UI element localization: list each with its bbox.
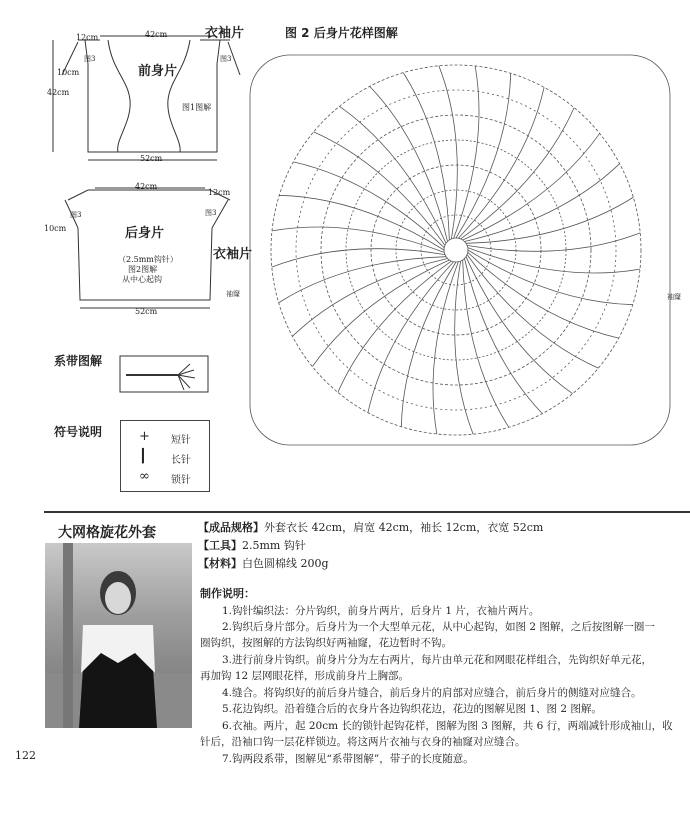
pattern-spoke: [454, 66, 479, 238]
pattern-spoke: [466, 197, 633, 243]
pattern-left-label: 袖窿: [226, 290, 240, 298]
pattern-spoke: [439, 66, 457, 239]
pattern-spoke: [368, 262, 454, 413]
pattern-spoke: [461, 108, 575, 239]
pattern-spoke: [467, 233, 640, 251]
method-line: 针后，沿袖口钩一层花样锁边。将这两片衣袖与衣身的袖窿对应缝合。: [200, 736, 526, 748]
pattern-spoke: [272, 227, 444, 252]
method-line: 圈钩织，按图解的方法钩织好两袖窿，花边暂时不钩。: [200, 637, 452, 649]
back-sleeve-fig-right: 图3: [205, 209, 217, 217]
pattern-spoke: [292, 258, 447, 336]
tool-line: [198, 539, 306, 553]
pattern-spoke: [468, 250, 633, 305]
pattern-spoke: [455, 261, 473, 434]
pattern-spoke: [456, 73, 511, 238]
method-line: 7.钩两段系带，图解见“系带图解”，带子的长度随意。: [222, 753, 474, 765]
symbol-row-single-crochet: [121, 427, 209, 447]
pattern-spoke: [279, 257, 446, 303]
tool-label: 【工具】: [198, 539, 242, 552]
tie-title: 系带图解: [54, 354, 103, 368]
front-bottom-dim: 52cm: [140, 154, 163, 163]
method-line: 4.缝合。将钩织好的前后身片缝合，前后身片的肩部对应缝合，前后身片的侧缝对应缝合。: [222, 687, 642, 699]
front-sleeve-fig-right: 图3: [220, 55, 232, 63]
pattern-spoke: [370, 86, 448, 241]
pattern-spoke: [279, 195, 444, 250]
front-side-dim: 42cm: [47, 88, 70, 97]
back-sleeve-fig-left: 图3: [70, 211, 82, 219]
pattern-spoke: [464, 258, 542, 413]
symbol-row-double-crochet: [121, 447, 209, 467]
material-value: 白色圆棉线 200g: [242, 557, 329, 570]
back-bottom-dim: 52cm: [135, 307, 158, 316]
section-divider: [44, 511, 690, 513]
spec-line: [198, 521, 543, 535]
front-piece-outline: [78, 40, 230, 152]
model-photo-illustration: [45, 543, 192, 728]
pattern-spoke: [467, 255, 598, 369]
symbol-label: 锁针: [171, 475, 191, 486]
front-shoulder-dim: 12cm: [76, 33, 99, 42]
back-shoulder-dim: 12cm: [208, 188, 231, 197]
pattern-spoke: [338, 261, 452, 392]
front-armhole-dim: 10cm: [57, 68, 80, 77]
symbols-title: 符号说明: [54, 425, 103, 439]
material-label: 【材料】: [198, 557, 242, 570]
front-top-dim: 42cm: [145, 30, 168, 39]
method-line: 2.钩织后身片部分。后身片为一个大型单元花，从中心起钩，如图 2 图解，之后按图解一圈一: [222, 621, 655, 633]
tie-bow: [178, 364, 195, 390]
back-armhole-dim: 10cm: [44, 224, 67, 233]
symbol-label: 长针: [171, 455, 191, 466]
back-note-1: （2.5mm钩针）: [118, 255, 178, 264]
page-number: 122: [15, 749, 36, 762]
tool-value: 2.5mm 钩针: [242, 539, 306, 552]
back-top-dim: 42cm: [135, 182, 158, 191]
symbol-label: 短针: [171, 435, 191, 446]
method-line: 再加钩 12 层网眼花样，形成前身片上胸部。: [200, 670, 410, 682]
pattern-spoke: [293, 162, 444, 248]
pattern-spoke: [314, 132, 445, 246]
back-sleeve-title: 衣袖片: [213, 247, 253, 262]
method-line: 1.钩针编织法：分片钩织，前身片两片，后身片 1 片，衣袖片两片。: [222, 605, 540, 617]
pattern-right-label: 袖窿: [667, 293, 681, 301]
method-line: 5.花边钩织。沿着缝合后的衣身片各边钩织花边，花边的图解见图 1、图 2 图解。: [222, 703, 602, 715]
double-crochet-icon: ┃: [139, 449, 147, 464]
spec-label: 【成品规格】: [198, 521, 264, 534]
method-line: 6.衣袖。两片，起 20cm 长的锁针起钩花样，图解为图 3 图解，共 6 行，两端减针形成袖山，收: [222, 720, 673, 732]
pattern-spoke: [463, 260, 509, 427]
chain-stitch-icon: ∞: [139, 469, 150, 484]
pattern-spoke: [468, 252, 619, 338]
front-note: 图1图解: [182, 103, 212, 112]
crochet-pattern-diagram: [230, 45, 682, 455]
single-crochet-icon: +: [139, 429, 150, 444]
back-note-2: 图2图解: [128, 265, 158, 274]
symbols-legend: [120, 420, 210, 492]
symbol-row-chain: [121, 467, 209, 487]
pattern-spoke: [468, 248, 640, 273]
method-title: 制作说明：: [200, 587, 255, 600]
pattern-spoke: [272, 249, 445, 267]
model-photo: [45, 543, 192, 728]
pattern-spoke: [464, 164, 619, 242]
pattern-spoke: [458, 87, 544, 238]
pattern-spoke: [403, 73, 449, 240]
spec-value: 外套衣长 42cm，肩宽 42cm，袖长 12cm，衣宽 52cm: [264, 521, 544, 534]
pattern-spoke: [401, 262, 456, 427]
front-sleeve-fig-left: 图3: [84, 55, 96, 63]
pattern-spoke: [433, 262, 458, 434]
front-piece-title: 前身片: [138, 64, 178, 79]
method-line: 3.进行前身片钩织。前身片分为左右两片，每片由单元花和网眼花样组合，先钩织好单元花，: [222, 654, 653, 666]
back-piece-title: 后身片: [125, 226, 165, 241]
article-title: 大网格旋花外套: [58, 525, 156, 541]
material-line: [198, 557, 329, 571]
front-sleeve-title: 衣袖片: [205, 26, 245, 41]
pattern-title: 图 2 后身片花样图解: [285, 26, 398, 40]
back-note-3: 从中心起钩: [122, 275, 162, 284]
